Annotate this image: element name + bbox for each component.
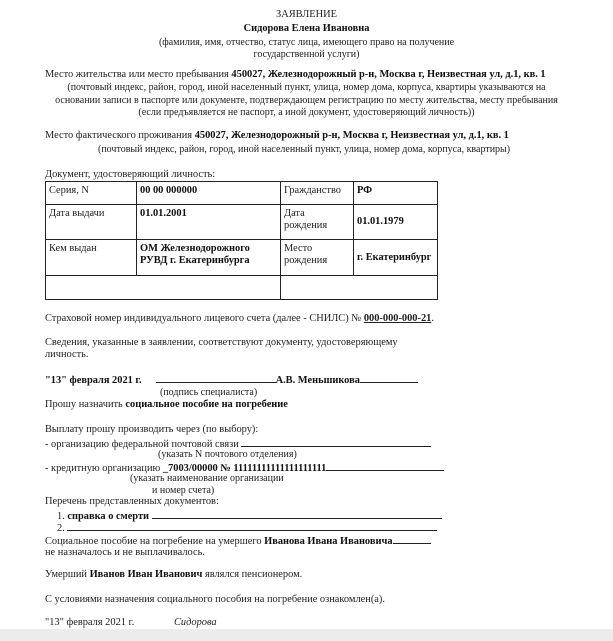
applicant-name: Сидорова Елена Ивановна [243,23,370,34]
birth-place-label: Место рождения [281,240,354,276]
statement-line-2: не назначалось и не выплачивалось. [45,547,205,558]
post-line: - организацию федеральной почтовой связи [45,437,431,451]
actual-residence-line [45,130,509,142]
snils-value: 000-000-000-21 [363,313,432,324]
payment-label: Выплату прошу производить через (по выбору): [45,424,259,435]
residence-line [45,69,546,81]
viewer-bottom-bar [0,629,613,641]
residence-hint: (почтовый индекс, район, город, иной населенный пункт, улица, номер дома, корпуса, квартиры указываются на [67,82,546,93]
request-line: Прошу назначить социальное пособие на погребение [45,399,288,410]
specialist-date: "13" февраля 2021 г. [45,375,142,386]
bank-hint: (указать наименование организации [130,473,284,484]
residence-hint: (если предъявляется не паспорт, а иной документ, удостоверяющий личность)) [138,107,475,118]
series-value: 00 00 000000 [140,185,198,196]
specialist-name: А.В. Меньшикова [275,375,360,386]
specialist-hint: (подпись специалиста) [160,387,258,398]
applicant-hint: (фамилия, имя, отчество, статус лица, имеющего право на получение [158,37,455,48]
empty-cell [46,276,281,300]
actual-label: Место фактического проживания [45,130,193,141]
issued-by-value: ОМ Железнодорожного РУВД г. Екатеринбурга [137,240,281,276]
pensioner-line: Умерший Иванов Иван Иванович являлся пенсионером. [45,569,303,580]
acknowledge-line: С условиями назначения социального пособия на погребение ознакомлен(а). [45,594,385,605]
bank-hint: и номер счета) [152,485,215,496]
birth-date-label: Дата рождения [281,205,354,240]
bank-line: - кредитную организацию _7003/00000 № 11111111111111111111 [45,461,444,475]
applicant-signature: Сидорова [174,617,217,628]
citizenship-label: Гражданство [281,182,354,205]
specialist-line [45,373,418,387]
birth-place-value: г. Екатеринбург [357,251,432,263]
confirm-text: Сведения, указанные в заявлении, соответствуют документу, удостоверяющему [45,337,398,348]
issue-date-value: 01.01.2001 [140,208,187,219]
id-document-table [45,181,438,300]
residence-label: Место жительства или место пребывания [45,69,229,80]
document-item: 2. [57,521,437,535]
id-doc-label: Документ, удостоверяющий личность: [45,169,216,180]
snils-line: Страховой номер индивидуального лицевого счета (далее - СНИЛС) № 000-000-000-21. [45,313,434,324]
statement-line: Социальное пособие на погребение на умершего Иванова Ивана Ивановича [45,534,431,548]
residence-value: 450027, Железнодорожный р-н, Москва г, Неизвестная ул, д.1, кв. 1 [231,69,546,80]
footer-date: "13" февраля 2021 г. [45,617,135,628]
birth-date-value: 01.01.1979 [357,216,404,227]
actual-value: 450027, Железнодорожный р-н, Москва г, Неизвестная ул, д.1, кв. 1 [194,130,509,141]
issued-by-label: Кем выдан [46,240,137,276]
issue-date-label: Дата выдачи [46,205,137,240]
actual-hint: (почтовый индекс, район, город, иной населенный пункт, улица, номер дома, корпуса, квартиры) [98,144,511,155]
citizenship-value: РФ [357,185,373,196]
applicant-hint: государственной услуги) [253,49,360,60]
post-hint: (указать N почтового отделения) [158,449,297,460]
bank-value: _7003/00000 № 11111111111111111111 [162,463,327,474]
empty-cell [281,276,438,300]
residence-hint: основании записи в паспорте или документе, подтверждающем регистрацию по месту жительства, месту пребывания [55,95,558,106]
series-label: Серия, N [46,182,137,205]
documents-label: Перечень представленных документов: [45,496,219,507]
document-item: 1. справка о смерти [57,509,442,523]
confirm-text: личность. [45,349,89,360]
document-title: ЗАЯВЛЕНИЕ [276,9,337,20]
